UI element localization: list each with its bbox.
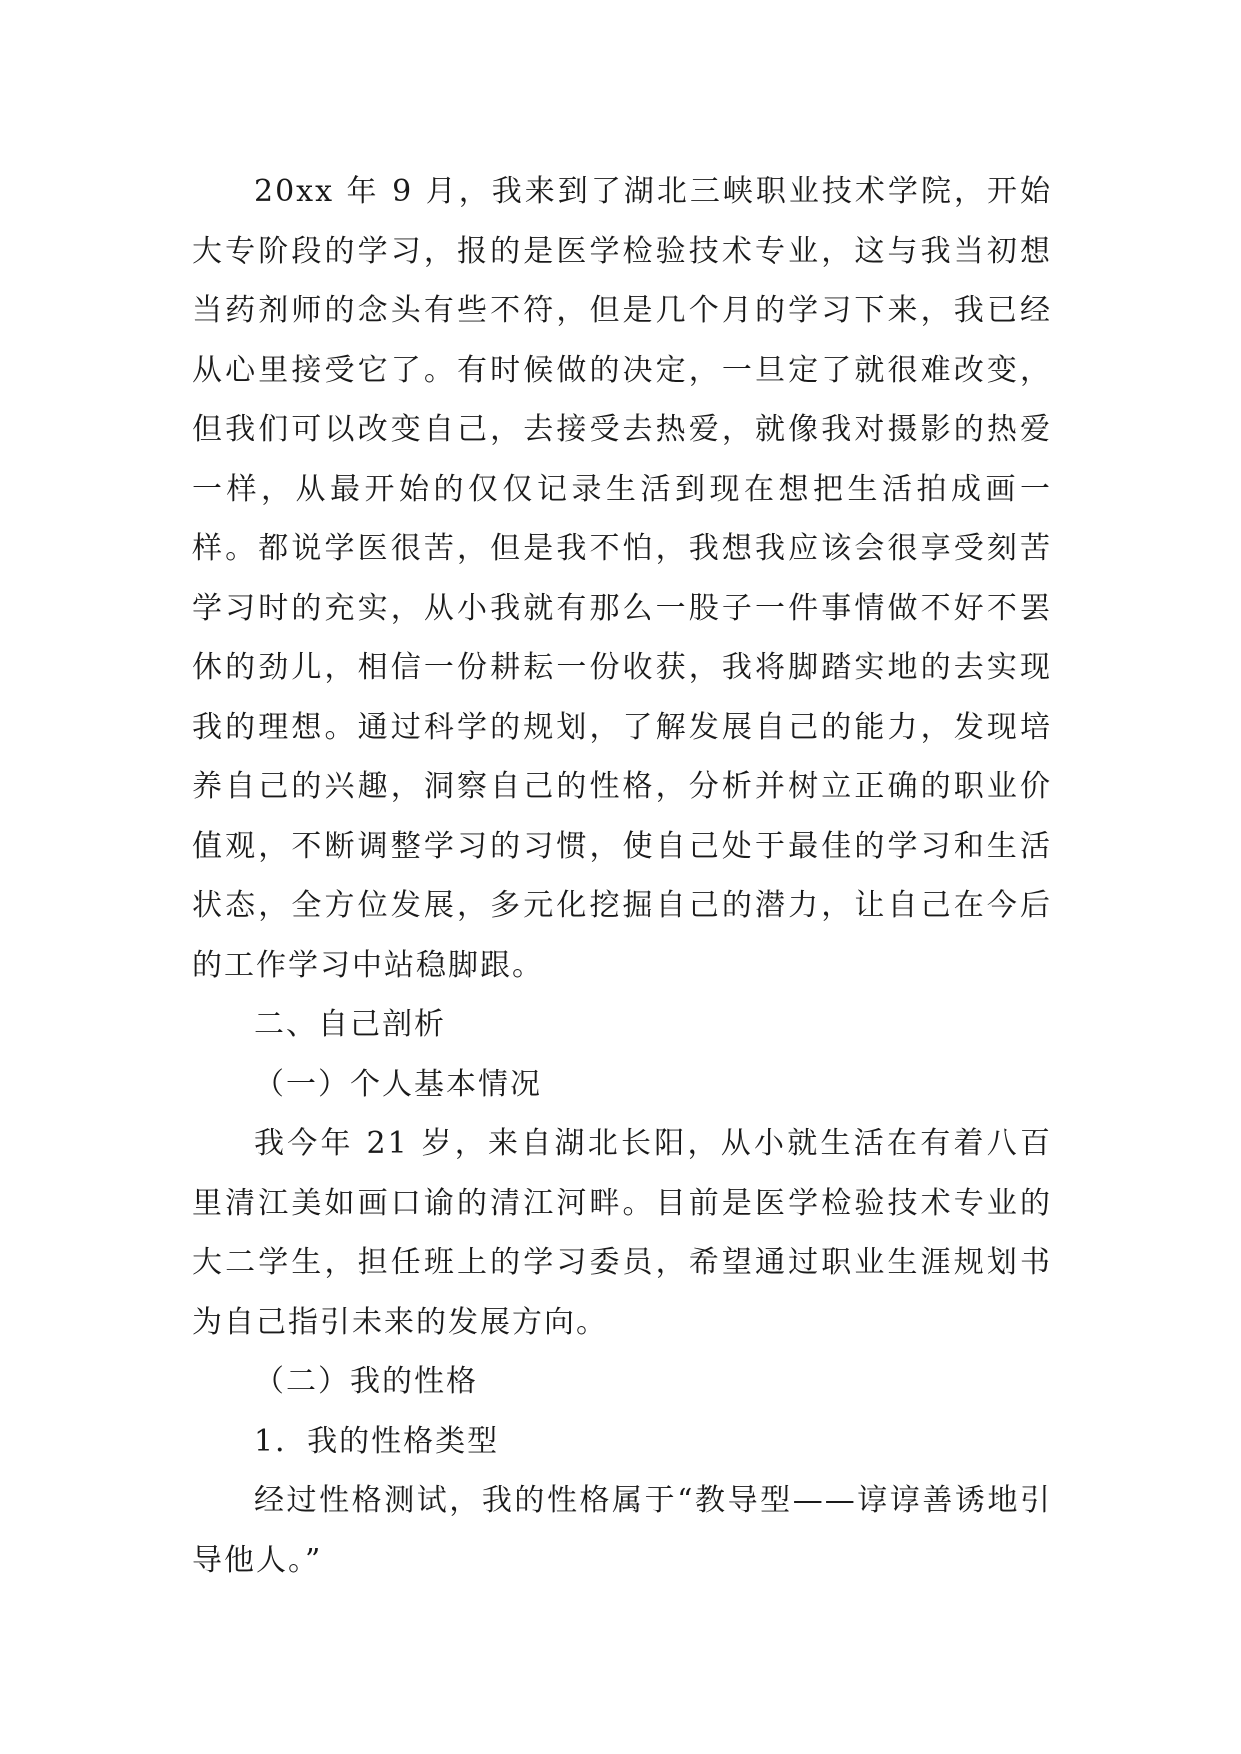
subsection-heading-basic-info: （一）个人基本情况 <box>254 1066 542 1102</box>
item-heading-personality-type: 1．我的性格类型 <box>254 1423 500 1459</box>
document-body <box>192 162 1052 1590</box>
basic-info-paragraph: 我今年 21 岁，来自湖北长阳，从小就生活在有着八百里清江美如画口谕的清江河畔。目前是医学检验技术专业的大二学生，担任班上的学习委员，希望通过职业生涯规划书为自己指引未来的发展方向。 <box>192 1126 1052 1340</box>
personality-test-paragraph: 经过性格测试，我的性格属于“教导型——谆谆善诱地引导他人。” <box>192 1483 1052 1578</box>
intro-paragraph: 20xx 年 9 月，我来到了湖北三峡职业技术学院，开始大专阶段的学习，报的是医学检验技术专业，这与我当初想当药剂师的念头有些不符，但是几个月的学习下来，我已经从心里接受它了。有时候做的决定，一旦定了就很难改变，但我们可以改变自己，去接受去热爱，就像我对摄影的热爱一样，从最开始的仅仅记录生活到现在想把生活拍成画一样。都说学医很苦，但是我不怕，我想我应该会很享受刻苦学习时的充实，从小我就有那么一股子一件事情做不好不罢休的劲儿，相信一份耕耘一份收获，我将脚踏实地的去实现我的理想。通过科学的规划，了解发展自己的能力，发现培养自己的兴趣，洞察自己的性格，分析并树立正确的职业价值观，不断调整学习的习惯，使自己处于最佳的学习和生活状态，全方位发展，多元化挖掘自己的潜力，让自己在今后的工作学习中站稳脚跟。 <box>192 174 1052 983</box>
section-heading-self-analysis: 二、自己剖析 <box>254 1007 446 1042</box>
subsection-heading-personality: （二）我的性格 <box>254 1364 478 1399</box>
